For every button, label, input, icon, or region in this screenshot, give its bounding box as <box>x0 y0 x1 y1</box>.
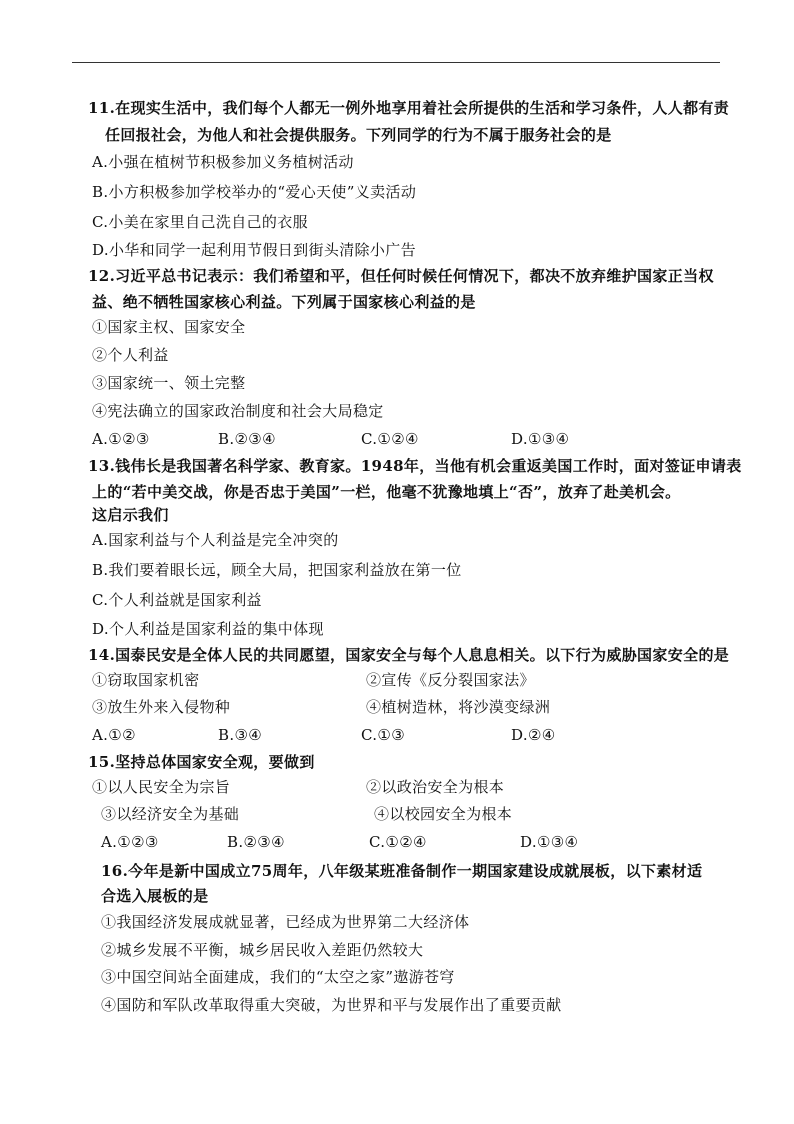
q11-option-d: D.小华和同学一起利用节假日到街头清除小广告 <box>92 241 416 259</box>
q12-stem-line2: 益、绝不牺牲国家核心利益。下列属于国家核心利益的是 <box>92 293 476 311</box>
q13-stem-line1: 13.钱伟长是我国著名科学家、教育家。1948年，当他有机会重返美国工作时，面对签证申请表 <box>88 457 742 475</box>
q12-item-3: ③国家统一、领土完整 <box>92 374 246 392</box>
q12-item-4: ④宪法确立的国家政治制度和社会大局稳定 <box>92 402 384 420</box>
q14-item-2: ②宣传《反分裂国家法》 <box>366 671 535 689</box>
q14-stem-line1: 14.国泰民安是全体人民的共同愿望，国家安全与每个人息息相关。以下行为威胁国家安全的是 <box>88 646 730 664</box>
q13-stem-line3: 这启示我们 <box>92 506 169 524</box>
q12-option-a: A.①②③ <box>92 430 150 448</box>
q14-option-d: D.②④ <box>511 726 556 744</box>
q15-stem-line1: 15.坚持总体国家安全观，要做到 <box>88 753 315 771</box>
q12-item-2: ②个人利益 <box>92 346 169 364</box>
q15-option-d: D.①③④ <box>520 833 579 851</box>
q11-stem-line2: 任回报社会，为他人和社会提供服务。下列同学的行为不属于服务社会的是 <box>105 126 612 144</box>
q14-item-3: ③放生外来入侵物种 <box>92 698 231 716</box>
q12-stem-line1: 12.习近平总书记表示：我们希望和平，但任何时候任何情况下，都决不放弃维护国家正当权 <box>88 267 714 285</box>
q16-item-2: ②城乡发展不平衡，城乡居民收入差距仍然较大 <box>101 941 424 959</box>
q16-item-4: ④国防和军队改革取得重大突破，为世界和平与发展作出了重要贡献 <box>101 996 562 1014</box>
q16-stem-line2: 合选入展板的是 <box>101 887 209 905</box>
q15-option-a: A.①②③ <box>101 833 159 851</box>
q14-item-4: ④植树造林，将沙漠变绿洲 <box>366 698 551 716</box>
q12-item-1: ①国家主权、国家安全 <box>92 318 246 336</box>
q13-option-c: C.个人利益就是国家利益 <box>92 591 262 609</box>
q14-option-b: B.③④ <box>218 726 263 744</box>
q11-option-a: A.小强在植树节积极参加义务植树活动 <box>92 153 354 171</box>
q14-option-a: A.①② <box>92 726 136 744</box>
q15-item-4: ④以校园安全为根本 <box>374 805 513 823</box>
q11-stem-line1: 11.在现实生活中，我们每个人都无一例外地享用着社会所提供的生活和学习条件，人人都有责 <box>88 99 730 117</box>
q14-option-c: C.①③ <box>361 726 406 744</box>
q12-option-b: B.②③④ <box>218 430 276 448</box>
q11-option-c: C.小美在家里自己洗自己的衣服 <box>92 213 308 231</box>
q13-option-b: B.我们要着眼长远，顾全大局，把国家利益放在第一位 <box>92 561 462 579</box>
header-rule <box>72 62 720 63</box>
q14-item-1: ①窃取国家机密 <box>92 671 200 689</box>
q15-item-1: ①以人民安全为宗旨 <box>92 778 231 796</box>
q15-item-2: ②以政治安全为根本 <box>366 778 505 796</box>
q16-stem-line1: 16.今年是新中国成立75周年，八年级某班准备制作一期国家建设成就展板，以下素材适 <box>101 862 703 880</box>
q15-option-c: C.①②④ <box>369 833 427 851</box>
q13-stem-line2: 上的“若中美交战，你是否忠于美国”一栏，他毫不犹豫地填上“否”，放弃了赴美机会。 <box>92 483 681 501</box>
q13-option-a: A.国家利益与个人利益是完全冲突的 <box>92 531 339 549</box>
q11-option-b: B.小方积极参加学校举办的“爱心天使”义卖活动 <box>92 183 417 201</box>
q13-option-d: D.个人利益是国家利益的集中体现 <box>92 620 324 638</box>
q15-item-3: ③以经济安全为基础 <box>101 805 240 823</box>
q16-item-1: ①我国经济发展成就显著，已经成为世界第二大经济体 <box>101 913 470 931</box>
q12-option-c: C.①②④ <box>361 430 419 448</box>
q16-item-3: ③中国空间站全面建成，我们的“太空之家”遨游苍穹 <box>101 968 455 986</box>
q12-option-d: D.①③④ <box>511 430 570 448</box>
q15-option-b: B.②③④ <box>227 833 285 851</box>
